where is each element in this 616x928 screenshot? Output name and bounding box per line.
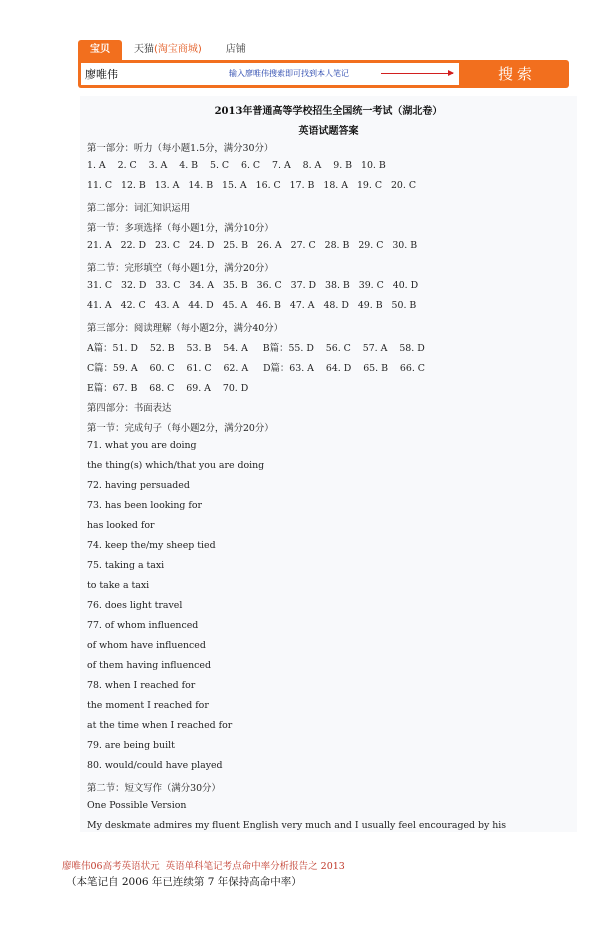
footer-note: 廖唯伟06高考英语状元 英语单科笔记考点命中率分析报告之 2013 [62, 861, 345, 872]
answer-line: 1. A 2. C 3. A 4. B 5. C 6. C 7. A 8. A 9. B 10. B [87, 160, 386, 171]
answer-line: 78. when I reached for [87, 680, 196, 691]
answer-line: 31. C 32. D 33. C 34. A 35. B 36. C 37. D 38. B 39. C 40. D [87, 280, 419, 291]
answer-document [80, 96, 577, 832]
answer-line: A篇：51. D 52. B 53. B 54. A B篇：55. D 56. C 57. A 58. D [87, 343, 425, 354]
answer-line: at the time when I reached for [87, 720, 233, 731]
search-tabs [78, 40, 258, 60]
answer-line: One Possible Version [87, 800, 187, 811]
search-box [78, 60, 569, 88]
answer-line: 第三部分：阅读理解（每小题2分，满分40分） [87, 323, 284, 334]
answer-line: 第二节：完形填空（每小题1分，满分20分） [87, 263, 274, 274]
answer-line: 74. keep the/my sheep tied [87, 540, 216, 551]
arrow-right-icon [381, 73, 453, 74]
search-input[interactable] [81, 63, 459, 85]
search-bar [78, 40, 569, 88]
answer-line: 77. of whom influenced [87, 620, 199, 631]
answer-line: of them having influenced [87, 660, 211, 671]
answer-line: 71. what you are doing [87, 440, 197, 451]
answer-line: 79. are being built [87, 740, 175, 751]
answer-line: the thing(s) which/that you are doing [87, 460, 265, 471]
answer-line: 第二部分：词汇知识运用 [87, 203, 191, 214]
answer-line: 第四部分：书面表达 [87, 403, 172, 414]
answer-line: 73. has been looking for [87, 500, 203, 511]
answer-line: 第一部分：听力（每小题1.5分，满分30分） [87, 143, 274, 154]
tab-shop[interactable]: 店铺 [225, 44, 246, 55]
answer-line: the moment I reached for [87, 700, 209, 711]
answer-line: 21. A 22. D 23. C 24. D 25. B 26. A 27. C 28. B 29. C 30. B [87, 240, 418, 251]
answer-line: 80. would/could have played [87, 760, 223, 771]
tab-tmall[interactable]: 天猫(淘宝商城) [134, 44, 202, 55]
answer-line: My deskmate admires my fluent English very much and I usually feel encouraged by his [87, 820, 507, 831]
answer-line: 第一节：完成句子（每小题2分，满分20分） [87, 423, 274, 434]
doc-title: 2013年普通高等学校招生全国统一考试（湖北卷） [214, 106, 443, 117]
answer-line: has looked for [87, 520, 155, 531]
answer-line: 72. having persuaded [87, 480, 190, 491]
answer-line: 11. C 12. B 13. A 14. B 15. A 16. C 17. B 18. A 19. C 20. C [87, 180, 417, 191]
search-query: 廖唯伟 [85, 68, 118, 81]
answer-line: 第二节：短文写作（满分30分） [87, 783, 221, 794]
answer-line: 76. does light travel [87, 600, 183, 611]
answer-line: 41. A 42. C 43. A 44. D 45. A 46. B 47. A 48. D 49. B 50. B [87, 300, 417, 311]
tab-baobei[interactable]: 宝贝 [78, 40, 122, 60]
answer-line: C篇：59. A 60. C 61. C 62. A D篇：63. A 64. D 65. B 66. C [87, 363, 425, 374]
answer-line: of whom have influenced [87, 640, 206, 651]
doc-subtitle: 英语试题答案 [298, 126, 359, 137]
answer-line: 第一节：多项选择（每小题1分，满分10分） [87, 223, 274, 234]
answer-line: to take a taxi [87, 580, 150, 591]
footer-note-sub: （本笔记自 2006 年已连续第 7 年保持高命中率） [66, 876, 302, 888]
search-button[interactable]: 搜索 [497, 65, 536, 83]
answer-line: E篇：67. B 68. C 69. A 70. D [87, 383, 249, 394]
answer-line: 75. taking a taxi [87, 560, 165, 571]
search-hint: 输入廖唯伟搜索即可找到本人笔记 [229, 69, 349, 78]
